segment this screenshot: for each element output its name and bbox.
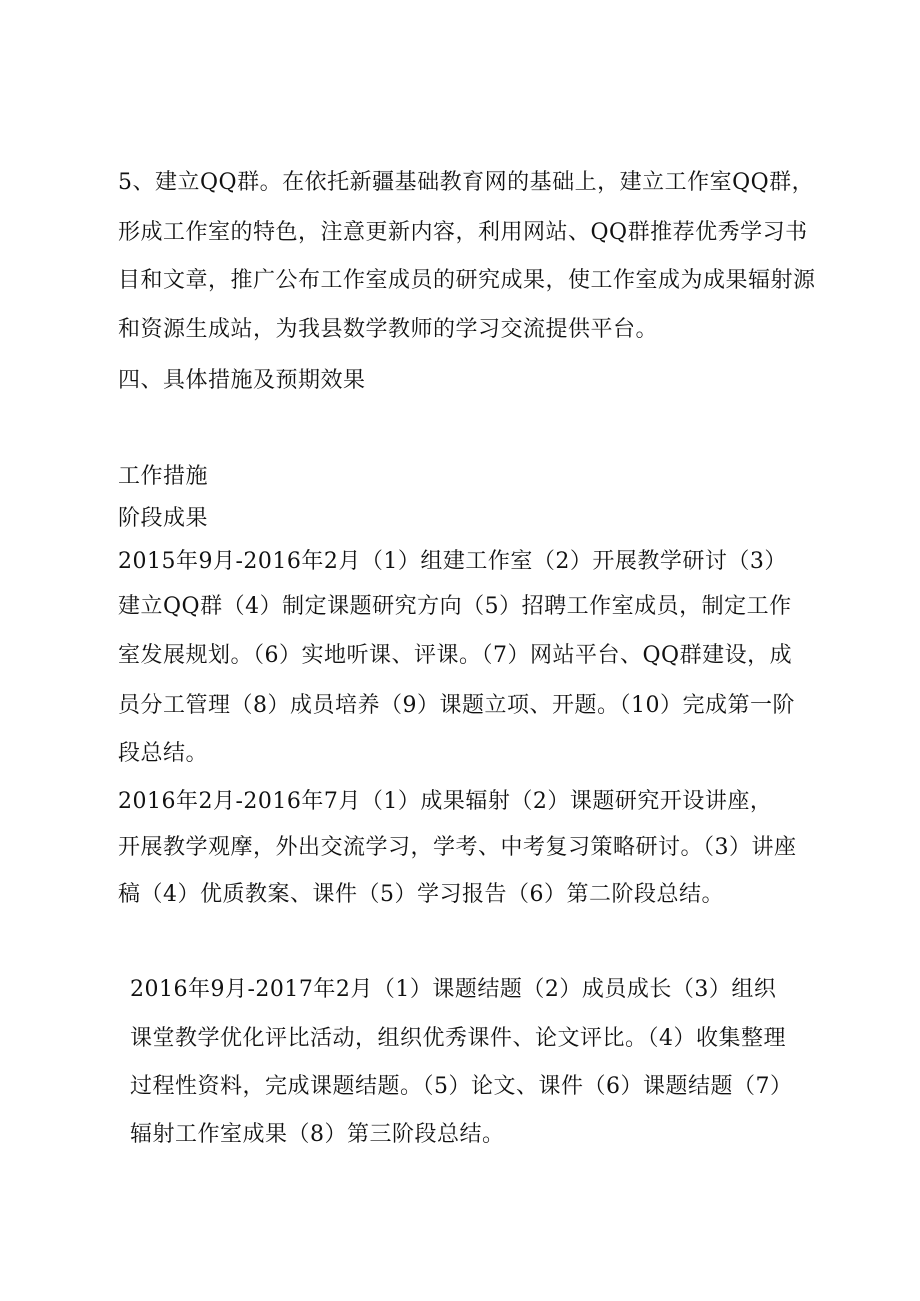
text-line: 稿（4）优质教案、课件（5）学习报告（6）第二阶段总结。 <box>118 882 724 907</box>
text-line: 段总结。 <box>118 741 209 766</box>
text-line: 2015年9月-2016年2月（1）组建工作室（2）开展教学研讨（3） <box>118 549 787 574</box>
text-line: 室发展规划。（6）实地听课、评课。（7）网站平台、QQ群建设，成 <box>118 643 793 668</box>
text-line: 2016年9月-2017年2月（1）课题结题（2）成员成长（3）组织 <box>130 977 777 1002</box>
text-line: 课堂教学优化评比活动，组织优秀课件、论文评比。（4）收集整理 <box>130 1026 786 1051</box>
text-line: 2016年2月-2016年7月（1）成果辐射（2）课题研究开设讲座， <box>118 789 773 814</box>
text-line: 目和文章，推广公布工作室成员的研究成果，使工作室成为成果辐射源 <box>118 268 816 293</box>
label-results: 阶段成果 <box>118 506 209 531</box>
text-line: 开展教学观摩，外出交流学习，学考、中考复习策略研讨。（3）讲座 <box>118 835 797 860</box>
text-line: 过程性资料，完成课题结题。（5）论文、课件（6）课题结题（7） <box>130 1074 793 1099</box>
text-line: 和资源生成站，为我县数学教师的学习交流提供平台。 <box>118 317 659 342</box>
text-line: 建立QQ群（4）制定课题研究方向（5）招聘工作室成员，制定工作 <box>118 594 792 619</box>
text-line: 形成工作室的特色，注意更新内容，利用网站、QQ群推荐优秀学习书 <box>118 220 808 245</box>
text-line: 辐射工作室成果（8）第三阶段总结。 <box>130 1122 505 1147</box>
text-line: 员分工管理（8）成员培养（9）课题立项、开题。（10）完成第一阶 <box>118 693 795 718</box>
label-measures: 工作措施 <box>118 464 209 489</box>
section-heading: 四、具体措施及预期效果 <box>118 368 366 393</box>
text-line: 5、建立QQ群。在依托新疆基础教育网的基础上，建立工作室QQ群， <box>118 170 815 195</box>
